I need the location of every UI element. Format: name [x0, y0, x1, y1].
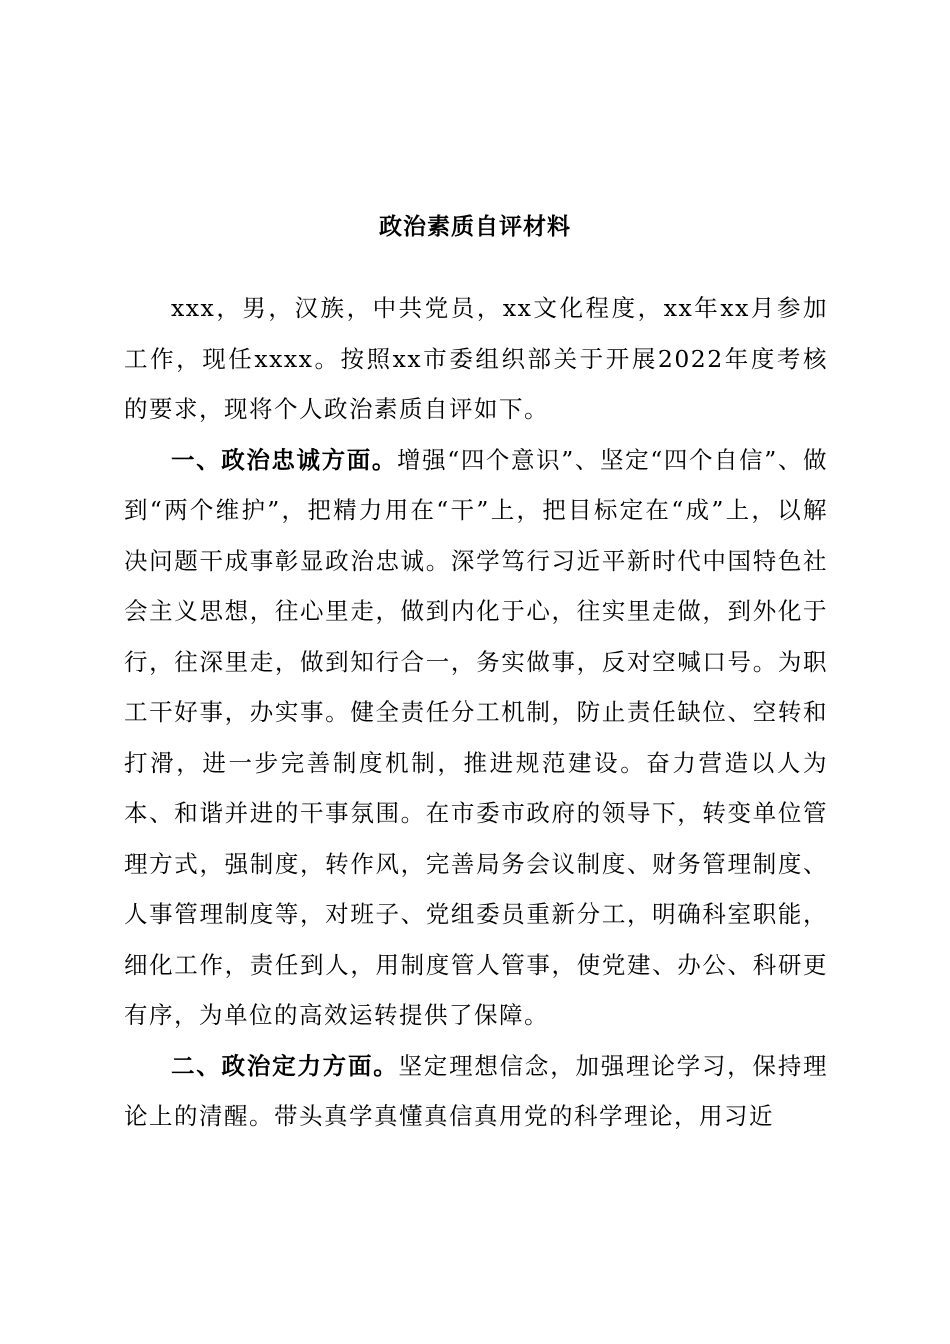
- section-text-political-loyalty: 增强“四个意识”、坚定“四个自信”、做到“两个维护”，把精力用在“干”上，把目标定在“成”上，以解决问题干成事彰显政治忠诚。深学笃行习近平新时代中国特色社会主义思想，往心里走，做到内化于心，往实里走做，到外化于行，往深里走，做到知行合一，务实做事，反对空喊口号。为职工干好事，办实事。健全责任分工机制，防止责任缺位、空转和打滑，进一步完善制度机制，推进规范建设。奋力营造以人为本、和谐并进的干事氛围。在市委市政府的领导下，转变单位管理方式，强制度，转作风，完善局务会议制度、财务管理制度、人事管理制度等，对班子、党组委员重新分工，明确科室职能，细化工作，责任到人，用制度管人管事，使党建、办公、科研更有序，为单位的高效运转提供了保障。: [124, 445, 828, 1029]
- intro-paragraph: [124, 283, 828, 435]
- document-title: 政治素质自评材料: [379, 213, 571, 240]
- section-political-loyalty: [124, 435, 828, 1041]
- section-heading-political-loyalty: 一、政治忠诚方面。: [171, 445, 397, 474]
- section-political-steadfastness: [124, 1041, 828, 1142]
- section-heading-political-steadfastness: 二、政治定力方面。: [171, 1051, 399, 1080]
- document-body: [124, 283, 828, 1142]
- section-text-political-steadfastness: 坚定理想信念，加强理论学习，保持理论上的清醒。带头真学真懂真信真用党的科学理论，用习近: [124, 1051, 829, 1130]
- intro-paragraph-text: xxx，男，汉族，中共党员，xx文化程度，xx年xx月参加工作，现任xxxx。按照xx市委组织部关于开展2022年度考核的要求，现将个人政治素质自评如下。: [124, 294, 828, 423]
